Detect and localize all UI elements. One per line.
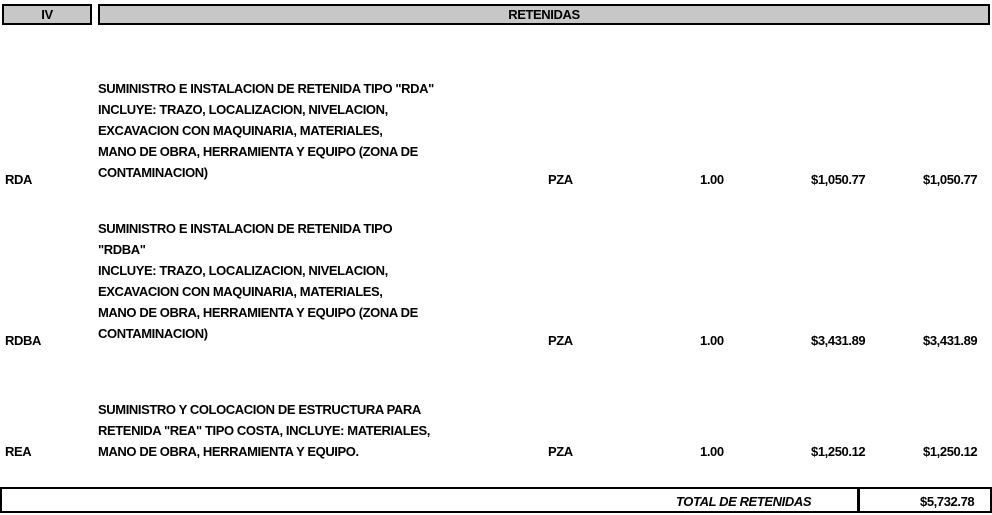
item-code: REA (5, 444, 32, 459)
item-quantity: 1.00 (700, 444, 724, 459)
total-row (0, 487, 992, 513)
item-unit-price: $1,050.77 (811, 172, 866, 187)
item-unit: PZA (548, 444, 573, 459)
item-unit-price: $1,250.12 (811, 444, 866, 459)
total-value: $5,732.78 (920, 494, 975, 509)
item-amount: $1,250.12 (923, 444, 978, 459)
item-description: SUMINISTRO E INSTALACION DE RETENIDA TIPO "RDA" INCLUYE: TRAZO, LOCALIZACION, NIVELACION, EXCAVACION CON MAQUINARIA, MATERIALES, MANO DE OBRA, HERRAMIENTA Y EQUIPO (ZONA DE CONTAMINACION) (98, 81, 434, 180)
total-divider (857, 487, 860, 513)
total-label: TOTAL DE RETENIDAS (676, 494, 812, 509)
item-unit-price: $3,431.89 (811, 333, 866, 348)
item-quantity: 1.00 (700, 333, 724, 348)
item-unit: PZA (548, 333, 573, 348)
section-title-cell (98, 4, 990, 25)
item-description: SUMINISTRO E INSTALACION DE RETENIDA TIPO "RDBA" INCLUYE: TRAZO, LOCALIZACION, NIVELACION, EXCAVACION CON MAQUINARIA, MATERIALES, MANO DE OBRA, HERRAMIENTA Y EQUIPO (ZONA DE CONTAMINACION) (98, 221, 418, 341)
section-number: IV (41, 7, 53, 22)
item-amount: $1,050.77 (923, 172, 978, 187)
section-title: RETENIDAS (508, 7, 580, 22)
item-code: RDBA (5, 333, 41, 348)
item-unit: PZA (548, 172, 573, 187)
section-number-cell (2, 4, 92, 25)
item-amount: $3,431.89 (923, 333, 978, 348)
item-description: SUMINISTRO Y COLOCACION DE ESTRUCTURA PARA RETENIDA "REA" TIPO COSTA, INCLUYE: MATERIALES, MANO DE OBRA, HERRAMIENTA Y EQUIPO. (98, 402, 431, 459)
item-code: RDA (5, 172, 32, 187)
item-quantity: 1.00 (700, 172, 724, 187)
